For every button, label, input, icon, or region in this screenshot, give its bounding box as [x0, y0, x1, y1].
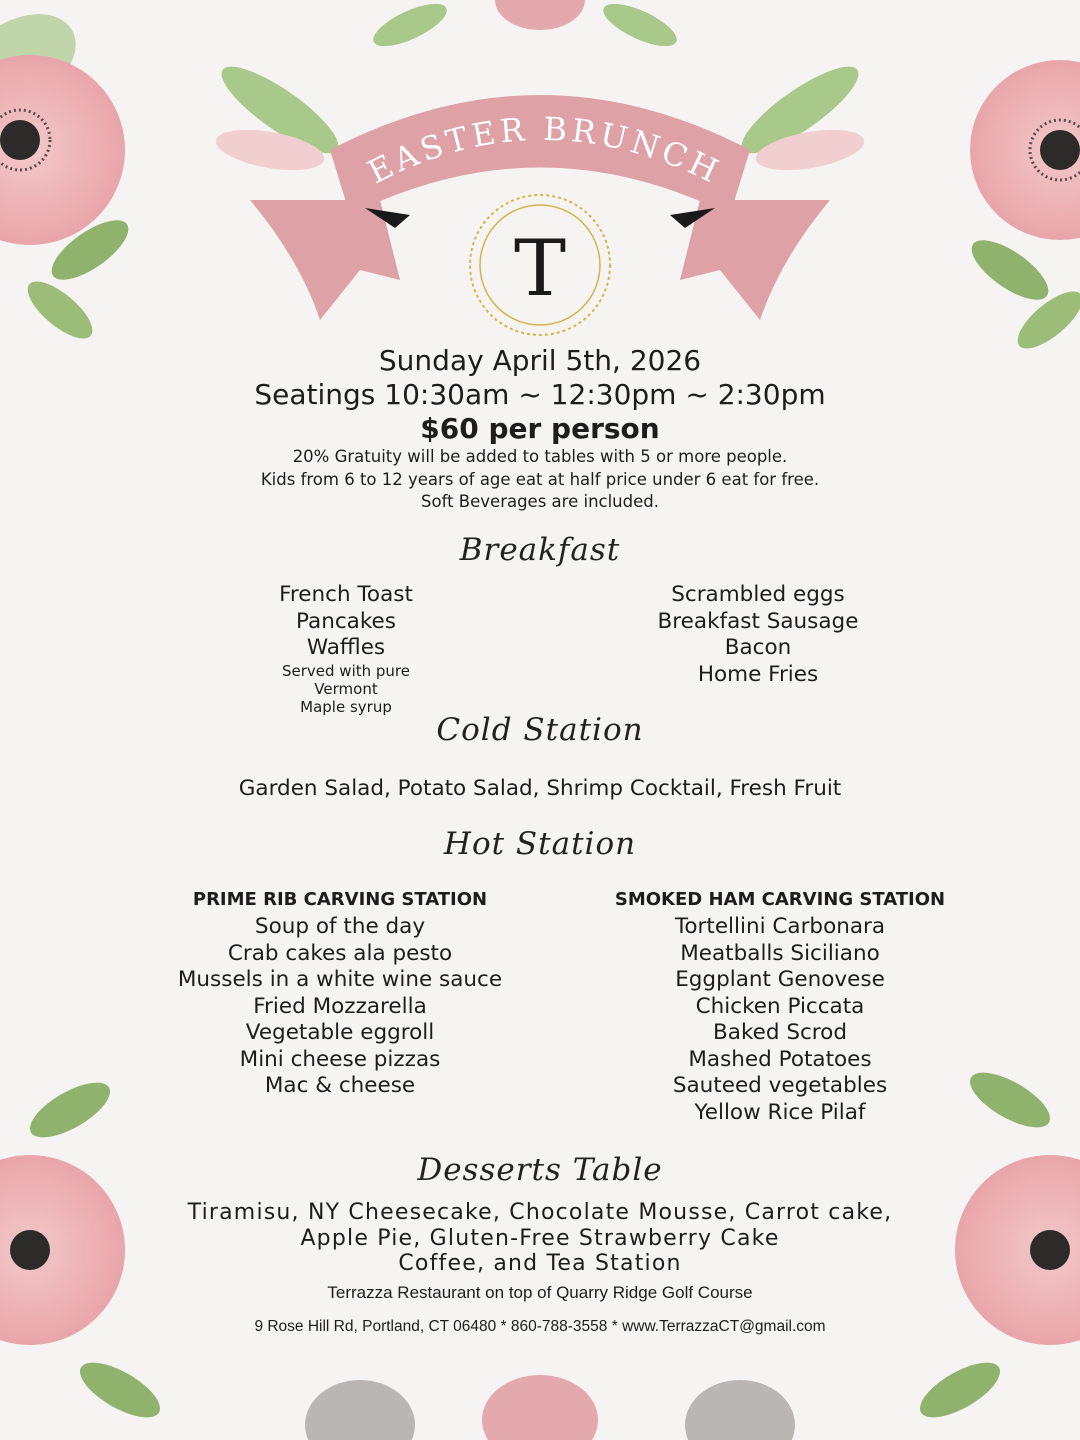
venue-line: Terrazza Restaurant on top of Quarry Ridge Golf Course — [327, 1283, 753, 1302]
list-item: Mac & cheese — [264, 1073, 416, 1098]
logo-letter: T — [513, 224, 567, 314]
breakfast-left-column — [196, 582, 496, 716]
prime-rib-header: PRIME RIB CARVING STATION — [192, 889, 488, 910]
list-item: French Toast — [279, 582, 413, 607]
cold-station-title: Cold Station — [436, 712, 644, 748]
syrup-note: Maple syrup — [300, 697, 392, 716]
list-item: Mussels in a white wine sauce — [177, 967, 503, 992]
syrup-note: Vermont — [314, 679, 378, 698]
list-item: Home Fries — [697, 661, 819, 687]
event-price: $60 per person — [420, 412, 660, 445]
dessert-line: Tiramisu, NY Cheesecake, Chocolate Mousse, Carrot cake, — [187, 1200, 893, 1225]
banner-title-text: EASTER BRUNCH — [361, 109, 728, 192]
list-item: Vegetable eggroll — [245, 1020, 435, 1045]
event-note-kids: Kids from 6 to 12 years of age eat at half price under 6 eat for free. — [260, 469, 820, 489]
list-item: Fried Mozzarella — [253, 993, 427, 1019]
svg-text:EASTER BRUNCH — [362, 110, 728, 192]
smoked-ham-header: SMOKED HAM CARVING STATION — [614, 889, 946, 910]
breakfast-right-column — [608, 582, 908, 688]
list-item: Tortellini Carbonara — [674, 914, 886, 939]
list-item: Yellow Rice Pilaf — [694, 1099, 866, 1125]
list-item: Pancakes — [296, 608, 396, 634]
list-item: Soup of the day — [254, 914, 426, 939]
hot-right-column — [580, 886, 980, 1126]
list-item: Meatballs Siciliano — [680, 940, 880, 966]
desserts-title: Desserts Table — [417, 1152, 663, 1188]
list-item: Bacon — [724, 635, 792, 660]
dessert-line: Apple Pie, Gluten-Free Strawberry Cake — [300, 1225, 780, 1251]
cold-station-items: Garden Salad, Potato Salad, Shrimp Cocktail, Fresh Fruit — [238, 776, 842, 801]
event-info — [0, 344, 1080, 514]
breakfast-title: Breakfast — [459, 532, 621, 568]
hot-station-title: Hot Station — [443, 826, 637, 862]
desserts-list — [0, 1200, 1080, 1277]
event-note-gratuity: 20% Gratuity will be added to tables with 5 or more people. — [292, 447, 788, 466]
list-item: Chicken Piccata — [695, 993, 865, 1019]
event-date: Sunday April 5th, 2026 — [378, 344, 702, 377]
list-item: Waffles — [306, 635, 386, 660]
list-item: Eggplant Genovese — [675, 967, 885, 992]
contact-line: 9 Rose Hill Rd, Portland, CT 06480 * 860-788-3558 * www.TerrazzaCT@gmail.com — [254, 1318, 826, 1335]
hot-left-column — [140, 886, 540, 1100]
dessert-line: Coffee, and Tea Station — [398, 1251, 682, 1276]
list-item: Breakfast Sausage — [657, 608, 859, 634]
event-note-beverages: Soft Beverages are included. — [421, 492, 659, 511]
syrup-note: Served with pure — [282, 661, 410, 680]
list-item: Mashed Potatoes — [688, 1046, 872, 1072]
list-item: Scrambled eggs — [671, 582, 845, 607]
list-item: Baked Scrod — [713, 1020, 847, 1045]
event-seatings: Seatings 10:30am ~ 12:30pm ~ 2:30pm — [254, 378, 826, 411]
list-item: Crab cakes ala pesto — [227, 940, 453, 966]
list-item: Mini cheese pizzas — [239, 1046, 441, 1072]
list-item: Sauteed vegetables — [672, 1073, 888, 1098]
